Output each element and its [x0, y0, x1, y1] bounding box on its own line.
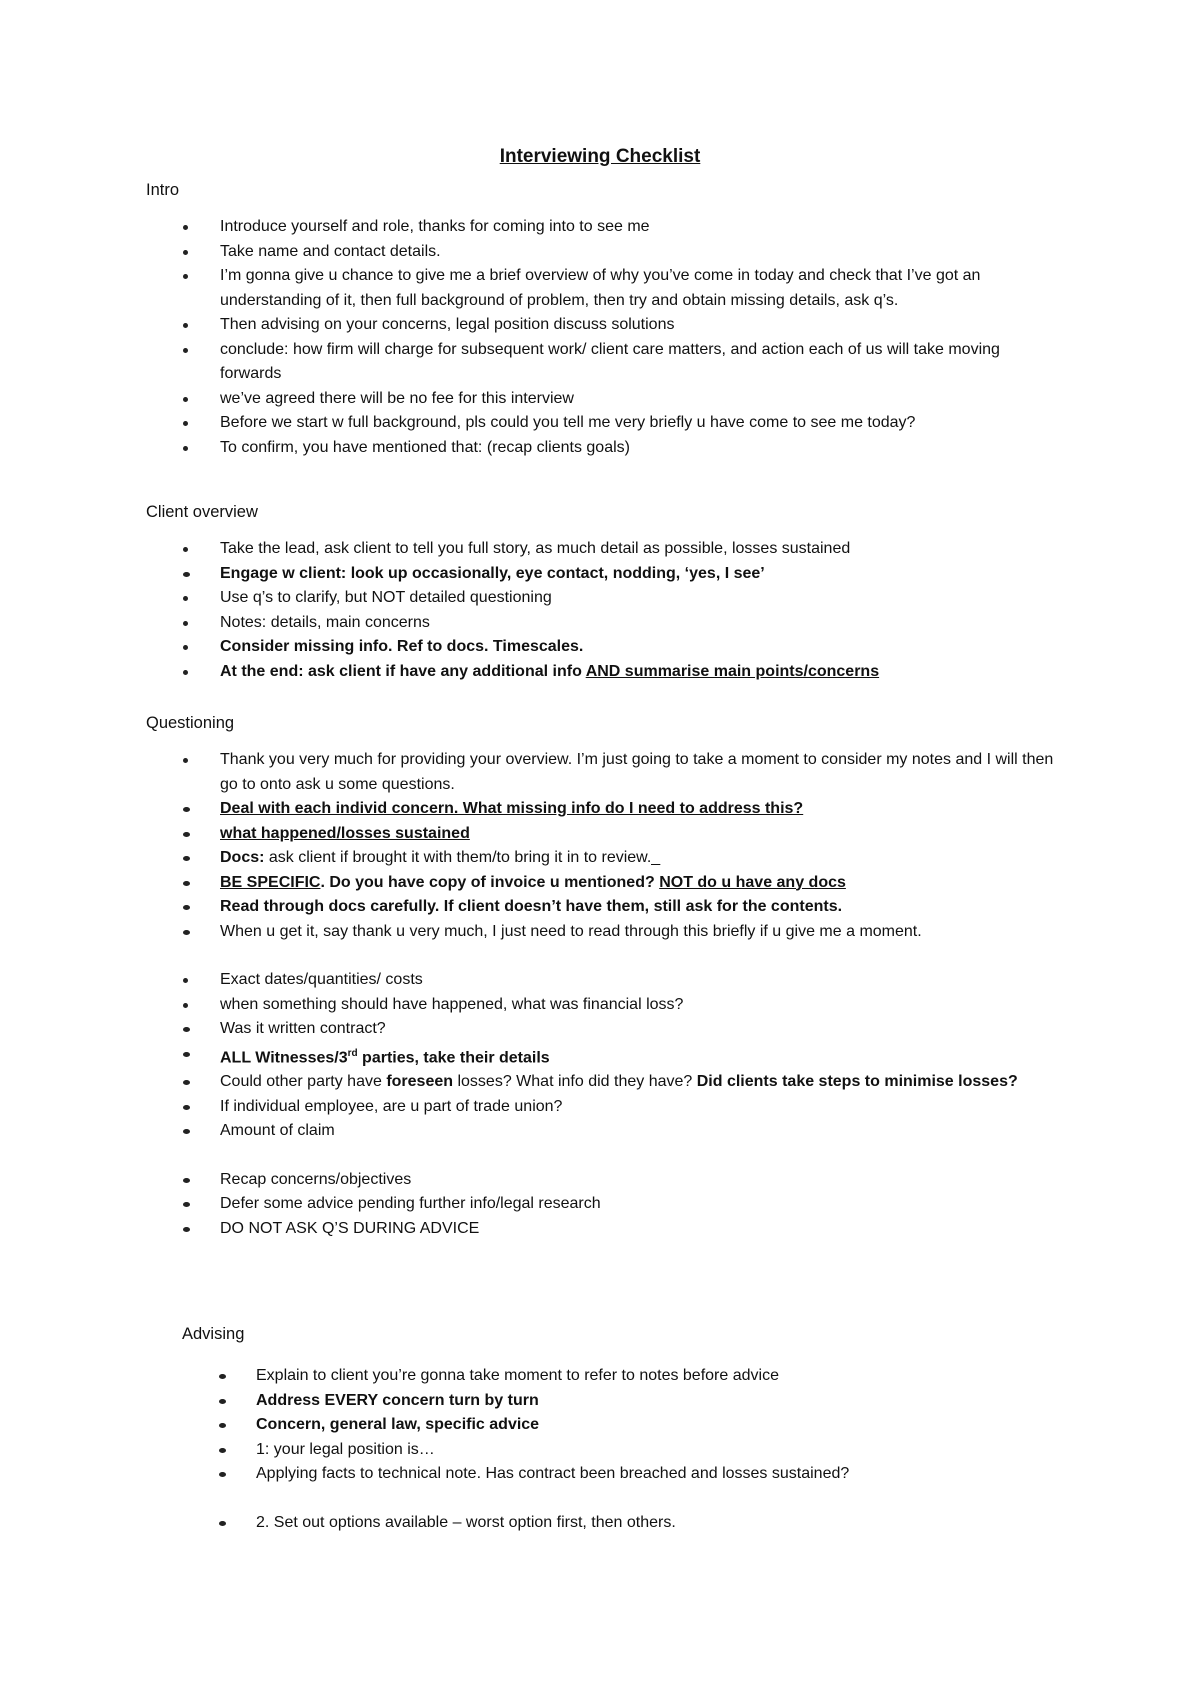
- list-item: Was it written contract?: [0, 1017, 1200, 1042]
- list-spacer: [0, 944, 1200, 968]
- advising-list: [0, 1364, 1200, 1535]
- list-item: Read through docs carefully. If client doesn’t have them, still ask for the contents.: [0, 895, 1200, 920]
- bullet-icon: [219, 1521, 226, 1526]
- list-item: we’ve agreed there will be no fee for this interview: [0, 387, 1200, 412]
- list-item: ALL Witnesses/3rd parties, take their details: [0, 1042, 1200, 1071]
- bullet-icon: [183, 1027, 190, 1032]
- bullet-icon: [183, 250, 188, 255]
- list-item: Concern, general law, specific advice: [0, 1413, 1200, 1438]
- client-overview-heading: Client overview: [146, 503, 258, 521]
- questioning-heading: Questioning: [146, 714, 235, 732]
- list-item: 1: your legal position is…: [0, 1438, 1200, 1463]
- list-item: Recap concerns/objectives: [0, 1168, 1200, 1193]
- client-overview-list: [0, 537, 1200, 684]
- advising-heading: Advising: [182, 1325, 245, 1343]
- list-item: I’m gonna give u chance to give me a brief overview of why you’ve come in today and check that I’ve got an understanding of it, then full background of problem, then try and obtain missing details, ask q’s.: [0, 264, 1200, 313]
- bullet-icon: [183, 621, 188, 626]
- bullet-icon: [219, 1448, 226, 1453]
- intro-heading: Intro: [146, 181, 180, 199]
- questioning-list: [0, 748, 1200, 1241]
- list-item: Exact dates/quantities/ costs: [0, 968, 1200, 993]
- bullet-icon: [183, 930, 190, 935]
- list-item: Then advising on your concerns, legal position discuss solutions: [0, 313, 1200, 338]
- bullet-icon: [183, 572, 190, 577]
- list-item: when something should have happened, what was financial loss?: [0, 993, 1200, 1018]
- list-item: Docs: ask client if brought it with them/to bring it in to review._: [0, 846, 1200, 871]
- list-item: Thank you very much for providing your overview. I’m just going to take a moment to consider my notes and I will then go to onto ask u some questions.: [0, 748, 1200, 797]
- bullet-icon: [183, 978, 188, 983]
- bullet-icon: [183, 421, 188, 426]
- list-item: Could other party have foreseen losses? What info did they have? Did clients take steps to minimise losses?: [0, 1070, 1200, 1095]
- intro-list: [0, 215, 1200, 460]
- bullet-icon: [183, 274, 188, 279]
- bullet-icon: [183, 807, 190, 812]
- list-item: At the end: ask client if have any additional info AND summarise main points/concerns: [0, 660, 1200, 685]
- list-item: Notes: details, main concerns: [0, 611, 1200, 636]
- list-item: Consider missing info. Ref to docs. Timescales.: [0, 635, 1200, 660]
- list-item: To confirm, you have mentioned that: (recap clients goals): [0, 436, 1200, 461]
- list-spacer: [0, 1144, 1200, 1168]
- list-item: Address EVERY concern turn by turn: [0, 1389, 1200, 1414]
- bullet-icon: [183, 1003, 188, 1008]
- bullet-icon: [183, 905, 190, 910]
- bullet-icon: [183, 881, 190, 886]
- bullet-icon: [183, 1129, 190, 1134]
- list-item: Engage w client: look up occasionally, eye contact, nodding, ‘yes, I see’: [0, 562, 1200, 587]
- list-item: Before we start w full background, pls could you tell me very briefly u have come to see me today?: [0, 411, 1200, 436]
- bullet-icon: [183, 832, 190, 837]
- bullet-icon: [183, 547, 188, 552]
- bullet-icon: [183, 670, 188, 675]
- bullet-icon: [219, 1399, 226, 1404]
- bullet-icon: [219, 1472, 226, 1477]
- advising-section: [0, 1322, 1200, 1535]
- list-item: Deal with each individ concern. What missing info do I need to address this?: [0, 797, 1200, 822]
- page-title: Interviewing Checklist: [499, 146, 701, 167]
- list-item: DO NOT ASK Q’S DURING ADVICE: [0, 1217, 1200, 1242]
- bullet-icon: [183, 397, 188, 402]
- questioning-section: [0, 711, 1200, 1241]
- list-item: If individual employee, are u part of trade union?: [0, 1095, 1200, 1120]
- bullet-icon: [183, 856, 190, 861]
- list-item: Introduce yourself and role, thanks for coming into to see me: [0, 215, 1200, 240]
- list-item: Applying facts to technical note. Has contract been breached and losses sustained?: [0, 1462, 1200, 1487]
- list-item: Take the lead, ask client to tell you full story, as much detail as possible, losses sustained: [0, 537, 1200, 562]
- bullet-icon: [183, 348, 188, 353]
- bullet-icon: [183, 1178, 190, 1183]
- bullet-icon: [183, 225, 188, 230]
- bullet-icon: [183, 1105, 190, 1110]
- bullet-icon: [219, 1423, 226, 1428]
- list-item: When u get it, say thank u very much, I just need to read through this briefly if u give me a moment.: [0, 920, 1200, 945]
- list-item: Explain to client you’re gonna take moment to refer to notes before advice: [0, 1364, 1200, 1389]
- list-item: Take name and contact details.: [0, 240, 1200, 265]
- intro-section: [0, 178, 1200, 460]
- list-item: Use q’s to clarify, but NOT detailed questioning: [0, 586, 1200, 611]
- bullet-icon: [219, 1374, 226, 1379]
- bullet-icon: [183, 1080, 190, 1085]
- bullet-icon: [183, 1227, 190, 1232]
- list-item: 2. Set out options available – worst option first, then others.: [0, 1511, 1200, 1536]
- bullet-icon: [183, 323, 188, 328]
- bullet-icon: [183, 446, 188, 451]
- bullet-icon: [183, 1202, 190, 1207]
- bullet-icon: [183, 758, 188, 763]
- list-item: conclude: how firm will charge for subsequent work/ client care matters, and action each of us will take moving forwards: [0, 338, 1200, 387]
- list-item: BE SPECIFIC. Do you have copy of invoice u mentioned? NOT do u have any docs: [0, 871, 1200, 896]
- bullet-icon: [183, 1052, 190, 1057]
- list-item: Amount of claim: [0, 1119, 1200, 1144]
- bullet-icon: [183, 596, 188, 601]
- list-item: what happened/losses sustained: [0, 822, 1200, 847]
- list-spacer: [0, 1487, 1200, 1511]
- client-overview-section: [0, 500, 1200, 684]
- bullet-icon: [183, 645, 188, 650]
- list-item: Defer some advice pending further info/legal research: [0, 1192, 1200, 1217]
